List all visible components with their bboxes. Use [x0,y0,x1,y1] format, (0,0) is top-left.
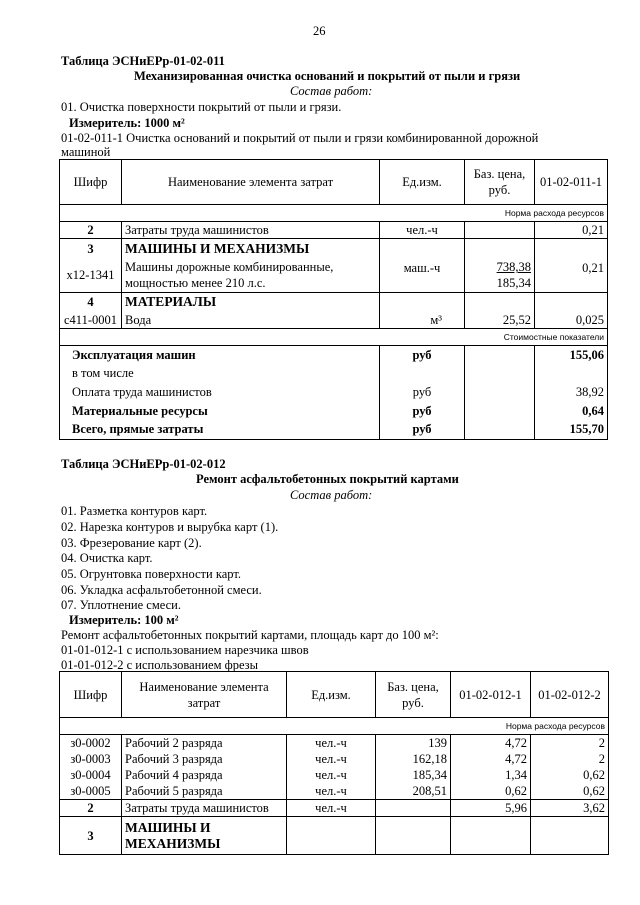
table-row [60,735,609,752]
t2-w4-code: з0-0005 [60,783,122,800]
t2-w3-v2: 0,62 [531,767,609,783]
t2-w4-name: Рабочий 5 разряда [122,783,287,800]
t2-header-price [376,672,451,718]
table2-meter: Измеритель: 100 м² [69,613,179,627]
t1-c2-unit [380,364,465,382]
t1-c5-name: Всего, прямые затраты [60,420,380,439]
t1-r2-unit: чел.-ч [380,222,465,239]
t2-header-col2: 01-02-012-2 [531,672,609,718]
t1-machine-name [122,259,380,293]
t1-header-name: Наименование элемента затрат [122,160,380,205]
t2-w4-v1: 0,62 [451,783,531,800]
t2-header-col1: 01-02-012-1 [451,672,531,718]
t1-c4-price [465,401,535,420]
t2-w2-v2: 2 [531,751,609,767]
t2-r2-name: Затраты труда машинистов [122,800,287,817]
t1-machine-name-line1: Машины дорожные комбинированные, [125,260,334,275]
t1-machine-unit: маш.-ч [380,259,465,293]
t1-r4-v1 [535,293,608,312]
t2-w2-unit: чел.-ч [287,751,376,767]
table1-meter: Измеритель: 1000 м² [69,116,185,130]
t1-c4-name: Материальные ресурсы [60,401,380,420]
t2-header-unit: Ед.изм. [287,672,376,718]
table2 [59,671,609,855]
t2-w3-price: 185,34 [376,767,451,783]
t2-r2-v2: 3,62 [531,800,609,817]
t1-machine-code: х12-1341 [60,259,122,293]
t2-r3-v1 [451,817,531,855]
t1-c2-price [465,364,535,382]
t1-c1-unit: руб [380,345,465,364]
t1-r4-price [465,293,535,312]
t1-r2-price [465,222,535,239]
t2-w1-code: з0-0002 [60,735,122,752]
t1-c4-unit: руб [380,401,465,420]
t1-r3-price [465,239,535,259]
table1-label: Таблица ЭСНиЕРр-01-02-011 [61,54,225,68]
t2-norm-label: Норма расхода ресурсов [60,718,609,735]
t1-c5-price [465,420,535,439]
table2-work-6: 06. Укладка асфальтобетонной смеси. [61,583,262,597]
t1-r4-unit [380,293,465,312]
table1-desc-line1: 01-02-011-1 Очистка оснований и покрытий от пыли и грязи комбинированной дорожной [61,131,539,145]
table2-sostav: Состав работ: [290,488,373,502]
t2-header-name-line2: затрат [187,695,221,710]
t2-w3-unit: чел.-ч [287,767,376,783]
t2-r3-v2 [531,817,609,855]
t1-r3-code: 3 [60,239,122,259]
t2-w2-name: Рабочий 3 разряда [122,751,287,767]
t1-r2-v1: 0,21 [535,222,608,239]
t2-r3-code: 3 [60,817,122,855]
t2-r3-name-line2: МЕХАНИЗМЫ [125,835,221,851]
table-row [60,751,609,767]
t1-machine-price2: 185,34 [496,276,531,291]
t1-header-code: Шифр [60,160,122,205]
t1-r3-unit [380,239,465,259]
t2-w4-v2: 0,62 [531,783,609,800]
t1-c2-name: в том числе [60,364,380,382]
t2-w1-price: 139 [376,735,451,752]
t2-r3-name [122,817,287,855]
t2-header-price-line1: Баз. цена, [387,679,439,694]
t2-w1-v2: 2 [531,735,609,752]
t1-r3-v1 [535,239,608,259]
t1-machine-v1: 0,21 [535,259,608,293]
t1-c3-v: 38,92 [535,382,608,401]
t2-r3-unit [287,817,376,855]
table1 [59,159,608,440]
table1-title: Механизированная очистка оснований и покрытий от пыли и грязи [134,69,521,83]
table2-work-5: 05. Огрунтовка поверхности карт. [61,567,241,581]
t2-header-name-line1: Наименование элемента [139,679,269,694]
table2-label: Таблица ЭСНиЕРр-01-02-012 [61,457,226,471]
table1-sostav: Состав работ: [290,84,373,98]
table2-title: Ремонт асфальтобетонных покрытий картами [196,472,459,486]
t1-c3-unit: руб [380,382,465,401]
t1-machine-name-line2: мощностью менее 210 л.с. [125,276,266,291]
t1-c1-v: 155,06 [535,345,608,364]
table2-desc-2: 01-01-012-1 с использованием нарезчика швов [61,643,309,657]
table2-work-1: 01. Разметка контуров карт. [61,504,208,518]
table-row [60,783,609,800]
t1-c1-name: Эксплуатация машин [60,345,380,364]
t2-w3-code: з0-0004 [60,767,122,783]
t2-header-name [122,672,287,718]
t1-c5-v: 155,70 [535,420,608,439]
t2-r2-unit: чел.-ч [287,800,376,817]
t1-machine-price1: 738,38 [496,260,531,275]
t1-cost-label: Стоимостные показатели [60,328,608,345]
table2-work-4: 04. Очистка карт. [61,551,153,565]
table2-work-7: 07. Уплотнение смеси. [61,598,181,612]
t2-w2-price: 162,18 [376,751,451,767]
table1-work-1: 01. Очистка поверхности покрытий от пыли и грязи. [61,100,342,114]
t2-w1-unit: чел.-ч [287,735,376,752]
t1-c2-v [535,364,608,382]
t2-w1-name: Рабочий 2 разряда [122,735,287,752]
table-row [60,767,609,783]
t2-r2-price [376,800,451,817]
t2-w4-unit: чел.-ч [287,783,376,800]
t1-r4-name: МАТЕРИАЛЫ [122,293,380,312]
t1-c1-price [465,345,535,364]
t1-r2-name: Затраты труда машинистов [122,222,380,239]
t1-c4-v: 0,64 [535,401,608,420]
t1-norm-label: Норма расхода ресурсов [60,205,608,222]
t1-water-code: с411-0001 [60,312,122,329]
t1-water-v1: 0,025 [535,312,608,329]
t1-r2-code: 2 [60,222,122,239]
t1-header-price: Баз. цена, руб. [465,160,535,205]
t2-r2-code: 2 [60,800,122,817]
t1-water-name: Вода [122,312,380,329]
t2-r2-v1: 5,96 [451,800,531,817]
t2-w2-code: з0-0003 [60,751,122,767]
t2-r3-price [376,817,451,855]
t1-header-unit: Ед.изм. [380,160,465,205]
t2-w3-name: Рабочий 4 разряда [122,767,287,783]
table2-desc-1: Ремонт асфальтобетонных покрытий картами, площадь карт до 100 м²: [61,628,439,642]
t2-w3-v1: 1,34 [451,767,531,783]
page-number: 26 [313,24,326,38]
t2-r3-name-line1: МАШИНЫ И [125,819,211,835]
t1-header-col1: 01-02-011-1 [535,160,608,205]
t1-machine-price [465,259,535,293]
table2-desc-3: 01-01-012-2 с использованием фрезы [61,658,258,672]
t1-c3-name: Оплата труда машинистов [60,382,380,401]
table2-work-3: 03. Фрезерование карт (2). [61,536,202,550]
t1-r3-name: МАШИНЫ И МЕХАНИЗМЫ [122,239,380,259]
t1-c3-price [465,382,535,401]
t1-water-unit: м³ [380,312,465,329]
t2-w4-price: 208,51 [376,783,451,800]
t2-header-price-line2: руб. [402,695,424,710]
t1-water-price: 25,52 [465,312,535,329]
table1-desc-line2: машиной [61,145,111,159]
t1-c5-unit: руб [380,420,465,439]
table2-work-2: 02. Нарезка контуров и вырубка карт (1). [61,520,279,534]
t2-header-code: Шифр [60,672,122,718]
t2-w2-v1: 4,72 [451,751,531,767]
t1-r4-code: 4 [60,293,122,312]
t2-w1-v1: 4,72 [451,735,531,752]
